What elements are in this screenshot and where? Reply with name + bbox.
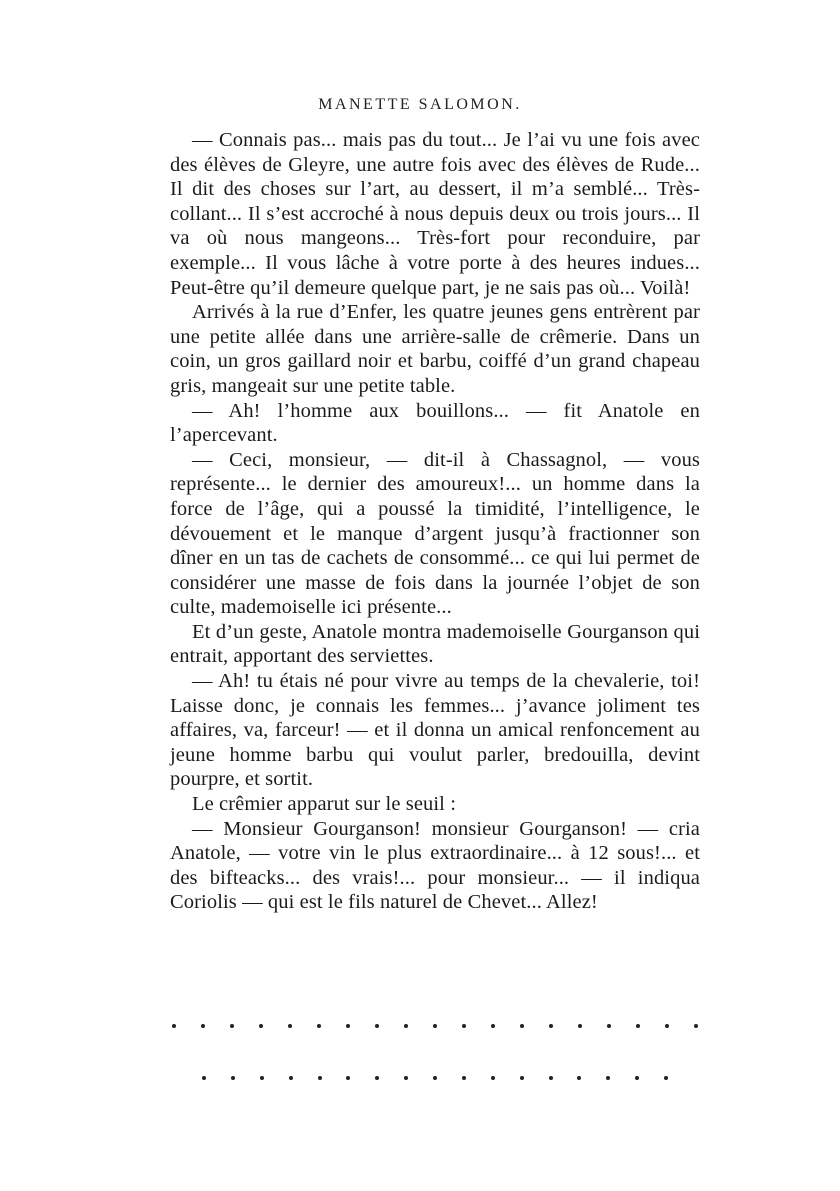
paragraph: — Ah! tu étais né pour vivre au temps de la chevalerie, toi! Laisse donc, je connais les femmes... j’avance joliment tes affaires, va, farceur! — et il donna un amical renfoncement au jeune homme barbu qui voulut parler, bredouilla, devint pourpre, et sortit. <box>170 670 700 791</box>
running-title: MANETTE SALOMON. <box>318 96 522 113</box>
ellipsis-dot <box>607 1024 611 1028</box>
paragraph: Et d’un geste, Anatole montra mademoiselle Gourganson qui entrait, apportant des serviettes. <box>170 620 700 668</box>
paragraph: — Ah! l’homme aux bouillons... — fit Anatole en l’apercevant. <box>170 399 700 447</box>
ellipsis-dot <box>259 1024 263 1028</box>
ellipsis-dot <box>346 1076 350 1080</box>
ellipsis-dot <box>346 1024 350 1028</box>
ellipsis-dot <box>549 1076 553 1080</box>
ellipsis-dot <box>606 1076 610 1080</box>
ellipsis-dot <box>375 1024 379 1028</box>
ellipsis-dot <box>404 1024 408 1028</box>
paragraph: — Monsieur Gourganson! monsieur Gourganson! — cria Anatole, — votre vin le plus extraordinaire... à 12 sous!... et des bifteacks... des vrais!... pour monsieur... — il indiqua Coriolis — qui est le fils naturel de Chevet... Allez! <box>170 817 700 914</box>
ellipsis-dot <box>318 1076 322 1080</box>
ellipsis-dot <box>665 1024 669 1028</box>
ellipsis-dot <box>201 1024 205 1028</box>
ellipsis-dot <box>578 1024 582 1028</box>
ellipsis-dot <box>433 1076 437 1080</box>
ellipsis-dot <box>317 1024 321 1028</box>
ellipsis-dot <box>260 1076 264 1080</box>
body-text <box>170 128 700 915</box>
ellipsis-dot <box>172 1024 176 1028</box>
ellipsis-dot <box>231 1076 235 1080</box>
ellipsis-dot <box>375 1076 379 1080</box>
ellipsis-dot-row <box>172 1016 698 1036</box>
ellipsis-dot <box>202 1076 206 1080</box>
ellipsis-dot <box>462 1024 466 1028</box>
ellipsis-dot-row <box>202 1068 668 1088</box>
ellipsis-dot <box>636 1024 640 1028</box>
ellipsis-dot <box>694 1024 698 1028</box>
paragraph: Le crêmier apparut sur le seuil : <box>192 793 456 816</box>
ellipsis-dot <box>404 1076 408 1080</box>
ellipsis-dot <box>491 1076 495 1080</box>
paragraph: Arrivés à la rue d’Enfer, les quatre jeunes gens entrèrent par une petite allée dans une arrière-salle de crêmerie. Dans un coin, un gros gaillard noir et barbu, coiffé d’un grand chapeau gris, mangeait sur une petite table. <box>170 301 700 397</box>
ellipsis-dot <box>491 1024 495 1028</box>
ellipsis-dot <box>577 1076 581 1080</box>
ellipsis-dot <box>230 1024 234 1028</box>
ellipsis-dot <box>289 1076 293 1080</box>
paragraph: — Ceci, monsieur, — dit-il à Chassagnol, — vous représente... le dernier des amoureux!... un homme dans la force de l’âge, qui a poussé la timidité, l’intelligence, le dévouement et le manque d’argent jusqu’à fractionner son dîner en un tas de cachets de consommé... ce qui lui permet de considérer une masse de fois dans la journée l’objet de son culte, mademoiselle ici présente... <box>170 448 700 619</box>
ellipsis-dot <box>462 1076 466 1080</box>
paragraph: — Connais pas... mais pas du tout... Je l’ai vu une fois avec des élèves de Gleyre, une autre fois avec des élèves de Rude... Il dit des choses sur l’art, au dessert, il m’a semblé... Très-collant... Il s’est accroché à nous depuis deux ou trois jours... Il va où nous mangeons... Très-fort pour reconduire, par exemple... Il vous lâche à votre porte à des heures indues... Peut-être qu’il demeure quelque part, je ne sais pas où... Voilà! <box>170 129 700 299</box>
ellipsis-dot <box>635 1076 639 1080</box>
ellipsis-dot <box>520 1076 524 1080</box>
ellipsis-dot <box>549 1024 553 1028</box>
ellipsis-dot <box>433 1024 437 1028</box>
ellipsis-dot <box>664 1076 668 1080</box>
ellipsis-dot <box>288 1024 292 1028</box>
ellipsis-dot <box>520 1024 524 1028</box>
